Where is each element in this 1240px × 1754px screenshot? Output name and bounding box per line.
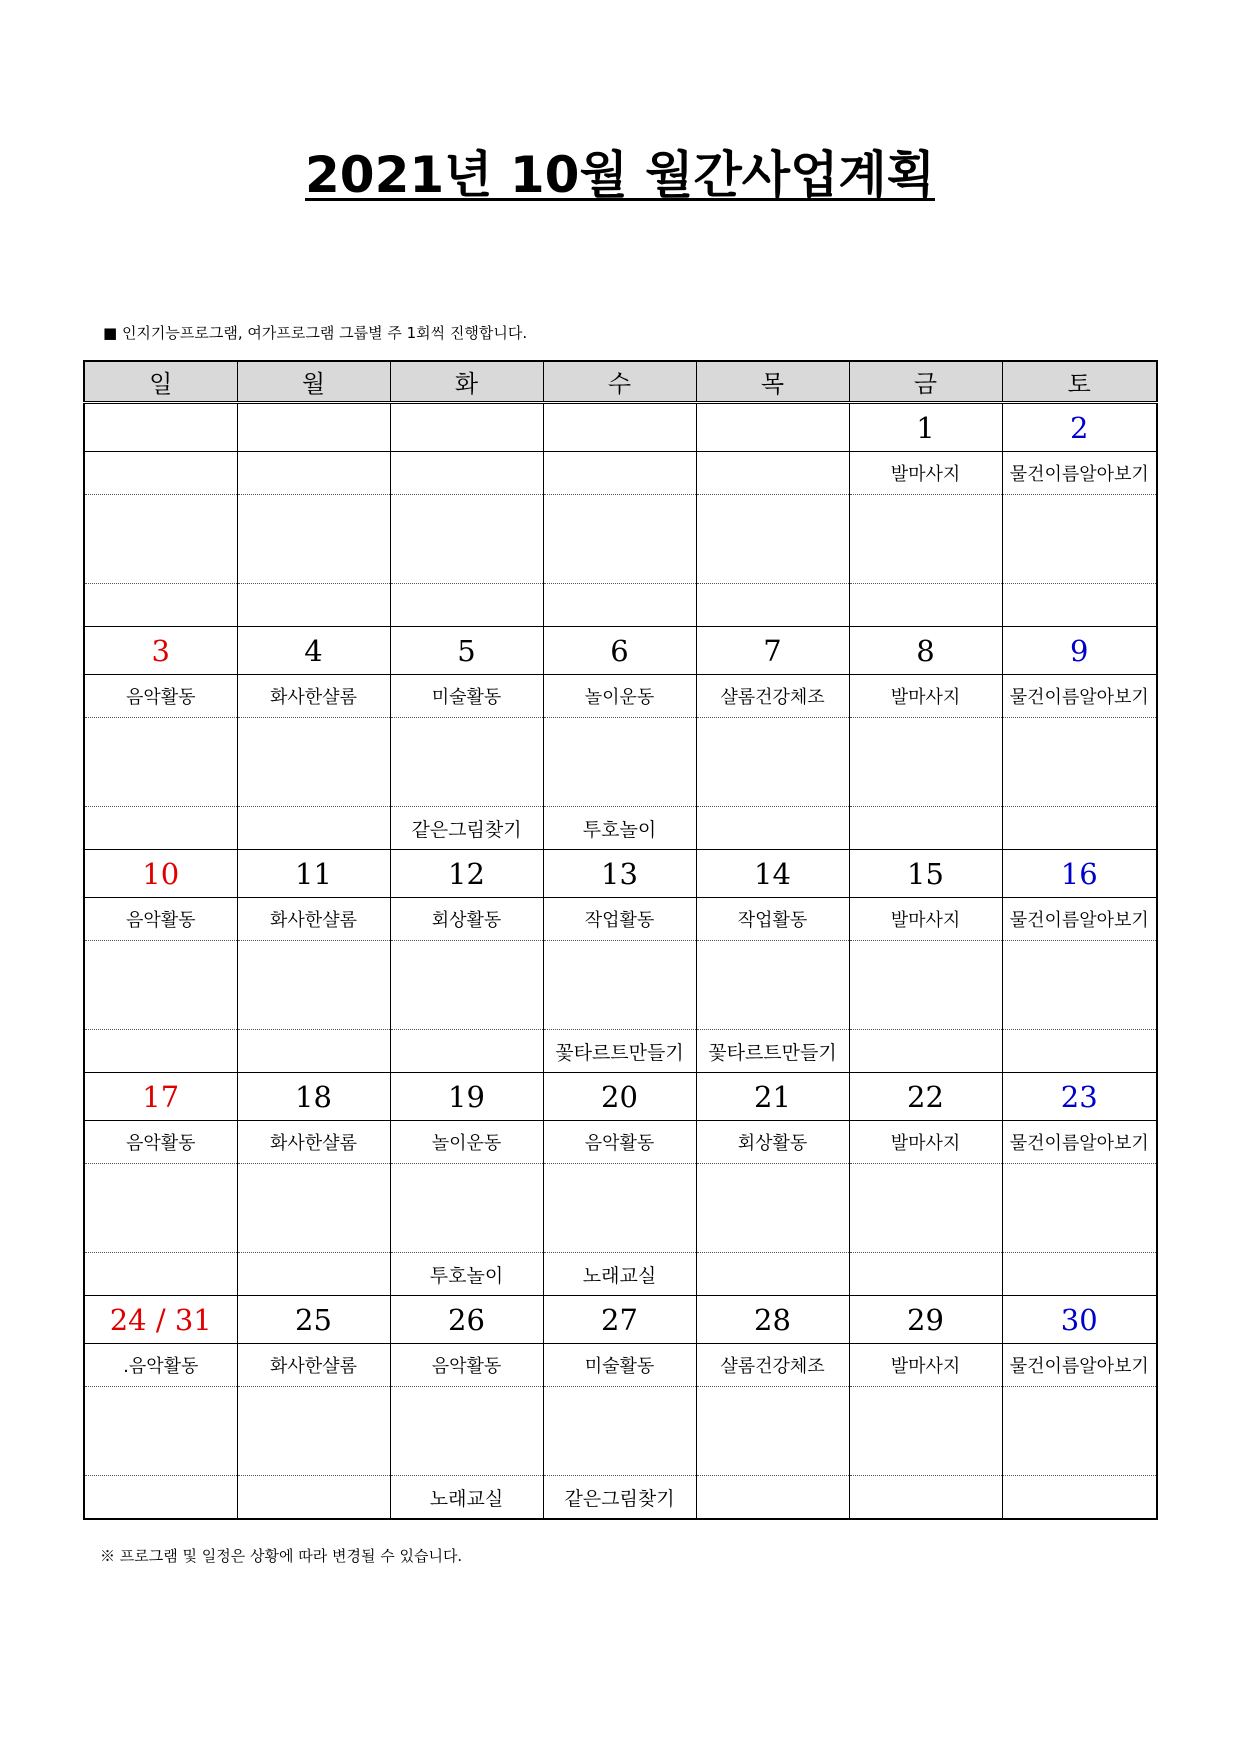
day-number: 16 bbox=[1002, 850, 1157, 898]
day-activity: 물건이름알아보기 bbox=[1002, 1121, 1157, 1164]
day-number: 3 bbox=[84, 627, 237, 675]
top-note: ■ 인지기능프로그램, 여가프로그램 그룹별 주 1회씩 진행합니다. bbox=[103, 324, 528, 342]
day-number: 1 bbox=[849, 403, 1002, 452]
week-blank-row bbox=[84, 941, 1157, 1030]
day-number: 23 bbox=[1002, 1073, 1157, 1121]
day-activity: 화사한샬롬 bbox=[237, 1121, 390, 1164]
bottom-note: ※ 프로그램 및 일정은 상황에 따라 변경될 수 있습니다. bbox=[100, 1547, 463, 1565]
day-number: 11 bbox=[237, 850, 390, 898]
day-blank-cell bbox=[84, 495, 237, 584]
day-blank-cell bbox=[849, 718, 1002, 807]
day-activity: 발마사지 bbox=[849, 1121, 1002, 1164]
day-blank-cell bbox=[849, 1164, 1002, 1253]
weekday-wed: 수 bbox=[543, 361, 696, 403]
day-blank-cell bbox=[237, 941, 390, 1030]
day-number bbox=[390, 403, 543, 452]
day-extra-activity bbox=[849, 1253, 1002, 1296]
day-number: 2 bbox=[1002, 403, 1157, 452]
day-extra-activity bbox=[84, 584, 237, 627]
day-number: 4 bbox=[237, 627, 390, 675]
week-activity-row bbox=[84, 452, 1157, 495]
day-blank-cell bbox=[237, 495, 390, 584]
weekday-sun: 일 bbox=[84, 361, 237, 403]
day-number: 18 bbox=[237, 1073, 390, 1121]
day-blank-cell bbox=[543, 1387, 696, 1476]
day-number: 19 bbox=[390, 1073, 543, 1121]
day-extra-activity bbox=[696, 584, 849, 627]
day-activity: 발마사지 bbox=[849, 1344, 1002, 1387]
day-extra-activity bbox=[237, 1476, 390, 1520]
weekday-fri: 금 bbox=[849, 361, 1002, 403]
day-activity: 화사한샬롬 bbox=[237, 675, 390, 718]
day-activity: 음악활동 bbox=[543, 1121, 696, 1164]
day-number: 15 bbox=[849, 850, 1002, 898]
day-blank-cell bbox=[84, 1164, 237, 1253]
day-activity: 발마사지 bbox=[849, 452, 1002, 495]
day-extra-activity bbox=[390, 1030, 543, 1073]
day-blank-cell bbox=[543, 718, 696, 807]
day-extra-activity bbox=[543, 584, 696, 627]
day-extra-activity: 같은그림찾기 bbox=[390, 807, 543, 850]
week-extra-row bbox=[84, 1476, 1157, 1520]
day-blank-cell bbox=[1002, 1164, 1157, 1253]
page-title bbox=[0, 146, 1240, 204]
day-extra-activity bbox=[849, 584, 1002, 627]
day-activity: 발마사지 bbox=[849, 898, 1002, 941]
day-blank-cell bbox=[696, 941, 849, 1030]
day-blank-cell bbox=[1002, 941, 1157, 1030]
day-blank-cell bbox=[237, 1387, 390, 1476]
day-number: 13 bbox=[543, 850, 696, 898]
day-activity bbox=[237, 452, 390, 495]
day-activity: 놀이운동 bbox=[390, 1121, 543, 1164]
day-blank-cell bbox=[543, 941, 696, 1030]
day-blank-cell bbox=[696, 718, 849, 807]
day-extra-activity: 노래교실 bbox=[543, 1253, 696, 1296]
week-date-row bbox=[84, 627, 1157, 675]
day-activity: 물건이름알아보기 bbox=[1002, 452, 1157, 495]
day-activity bbox=[84, 452, 237, 495]
day-number: 9 bbox=[1002, 627, 1157, 675]
day-extra-activity: 같은그림찾기 bbox=[543, 1476, 696, 1520]
day-number: 27 bbox=[543, 1296, 696, 1344]
day-activity: 놀이운동 bbox=[543, 675, 696, 718]
day-blank-cell bbox=[1002, 718, 1157, 807]
weekday-mon: 월 bbox=[237, 361, 390, 403]
day-blank-cell bbox=[390, 1387, 543, 1476]
day-blank-cell bbox=[390, 941, 543, 1030]
day-activity: .음악활동 bbox=[84, 1344, 237, 1387]
day-extra-activity bbox=[696, 1253, 849, 1296]
day-activity: 샬롬건강체조 bbox=[696, 675, 849, 718]
day-activity: 음악활동 bbox=[390, 1344, 543, 1387]
day-extra-activity bbox=[1002, 807, 1157, 850]
week-date-row bbox=[84, 1296, 1157, 1344]
day-number: 29 bbox=[849, 1296, 1002, 1344]
day-blank-cell bbox=[1002, 495, 1157, 584]
day-number: 7 bbox=[696, 627, 849, 675]
day-blank-cell bbox=[1002, 1387, 1157, 1476]
day-blank-cell bbox=[696, 495, 849, 584]
week-activity-row bbox=[84, 898, 1157, 941]
day-number: 17 bbox=[84, 1073, 237, 1121]
day-extra-activity bbox=[84, 1253, 237, 1296]
day-number: 21 bbox=[696, 1073, 849, 1121]
page-title-text: 2021년 10월 월간사업계획 bbox=[305, 146, 935, 204]
day-blank-cell bbox=[390, 718, 543, 807]
day-extra-activity bbox=[696, 807, 849, 850]
day-activity: 회상활동 bbox=[696, 1121, 849, 1164]
day-extra-activity bbox=[849, 1476, 1002, 1520]
day-extra-activity bbox=[84, 807, 237, 850]
day-extra-activity bbox=[390, 584, 543, 627]
day-number bbox=[543, 403, 696, 452]
day-extra-activity: 투호놀이 bbox=[543, 807, 696, 850]
weekday-sat: 토 bbox=[1002, 361, 1157, 403]
day-activity bbox=[696, 452, 849, 495]
day-blank-cell bbox=[543, 495, 696, 584]
day-number: 5 bbox=[390, 627, 543, 675]
week-blank-row bbox=[84, 495, 1157, 584]
day-extra-activity bbox=[1002, 1253, 1157, 1296]
day-activity: 작업활동 bbox=[696, 898, 849, 941]
day-extra-activity: 꽃타르트만들기 bbox=[696, 1030, 849, 1073]
day-number bbox=[237, 403, 390, 452]
day-activity: 발마사지 bbox=[849, 675, 1002, 718]
day-extra-activity bbox=[84, 1476, 237, 1520]
day-blank-cell bbox=[390, 495, 543, 584]
week-extra-row bbox=[84, 1030, 1157, 1073]
day-number: 25 bbox=[237, 1296, 390, 1344]
day-activity: 물건이름알아보기 bbox=[1002, 898, 1157, 941]
day-extra-activity bbox=[1002, 1030, 1157, 1073]
day-activity bbox=[543, 452, 696, 495]
day-extra-activity bbox=[696, 1476, 849, 1520]
weekday-thu: 목 bbox=[696, 361, 849, 403]
day-activity: 물건이름알아보기 bbox=[1002, 675, 1157, 718]
day-extra-activity bbox=[84, 1030, 237, 1073]
day-blank-cell bbox=[237, 1164, 390, 1253]
day-activity: 물건이름알아보기 bbox=[1002, 1344, 1157, 1387]
day-extra-activity bbox=[237, 584, 390, 627]
day-activity: 미술활동 bbox=[543, 1344, 696, 1387]
day-activity: 샬롬건강체조 bbox=[696, 1344, 849, 1387]
day-number: 8 bbox=[849, 627, 1002, 675]
day-number: 24 / 31 bbox=[84, 1296, 237, 1344]
day-blank-cell bbox=[237, 718, 390, 807]
day-blank-cell bbox=[849, 941, 1002, 1030]
day-extra-activity bbox=[237, 807, 390, 850]
calendar-body bbox=[84, 403, 1157, 1520]
day-extra-activity: 노래교실 bbox=[390, 1476, 543, 1520]
day-blank-cell bbox=[696, 1387, 849, 1476]
week-extra-row bbox=[84, 584, 1157, 627]
day-activity: 회상활동 bbox=[390, 898, 543, 941]
day-number: 14 bbox=[696, 850, 849, 898]
week-activity-row bbox=[84, 1121, 1157, 1164]
day-number: 20 bbox=[543, 1073, 696, 1121]
day-number: 6 bbox=[543, 627, 696, 675]
day-extra-activity bbox=[849, 807, 1002, 850]
day-number: 30 bbox=[1002, 1296, 1157, 1344]
day-blank-cell bbox=[849, 1387, 1002, 1476]
day-blank-cell bbox=[84, 941, 237, 1030]
week-extra-row bbox=[84, 807, 1157, 850]
calendar-table bbox=[83, 360, 1158, 1520]
day-number: 28 bbox=[696, 1296, 849, 1344]
week-date-row bbox=[84, 403, 1157, 452]
week-blank-row bbox=[84, 1387, 1157, 1476]
day-number: 12 bbox=[390, 850, 543, 898]
day-blank-cell bbox=[696, 1164, 849, 1253]
day-number bbox=[696, 403, 849, 452]
day-number bbox=[84, 403, 237, 452]
week-blank-row bbox=[84, 718, 1157, 807]
day-blank-cell bbox=[84, 718, 237, 807]
day-activity bbox=[390, 452, 543, 495]
day-blank-cell bbox=[390, 1164, 543, 1253]
day-extra-activity bbox=[237, 1030, 390, 1073]
week-date-row bbox=[84, 1073, 1157, 1121]
day-number: 10 bbox=[84, 850, 237, 898]
day-number: 22 bbox=[849, 1073, 1002, 1121]
day-activity: 음악활동 bbox=[84, 898, 237, 941]
day-activity: 작업활동 bbox=[543, 898, 696, 941]
weekday-tue: 화 bbox=[390, 361, 543, 403]
day-extra-activity bbox=[237, 1253, 390, 1296]
day-activity: 음악활동 bbox=[84, 675, 237, 718]
day-blank-cell bbox=[84, 1387, 237, 1476]
day-extra-activity bbox=[1002, 1476, 1157, 1520]
week-activity-row bbox=[84, 1344, 1157, 1387]
week-activity-row bbox=[84, 675, 1157, 718]
day-activity: 화사한샬롬 bbox=[237, 1344, 390, 1387]
weekday-header-row bbox=[84, 361, 1157, 403]
day-activity: 화사한샬롬 bbox=[237, 898, 390, 941]
day-extra-activity bbox=[1002, 584, 1157, 627]
day-extra-activity bbox=[849, 1030, 1002, 1073]
week-date-row bbox=[84, 850, 1157, 898]
day-activity: 음악활동 bbox=[84, 1121, 237, 1164]
day-activity: 미술활동 bbox=[390, 675, 543, 718]
day-extra-activity: 투호놀이 bbox=[390, 1253, 543, 1296]
day-extra-activity: 꽃타르트만들기 bbox=[543, 1030, 696, 1073]
week-extra-row bbox=[84, 1253, 1157, 1296]
week-blank-row bbox=[84, 1164, 1157, 1253]
day-blank-cell bbox=[849, 495, 1002, 584]
day-number: 26 bbox=[390, 1296, 543, 1344]
day-blank-cell bbox=[543, 1164, 696, 1253]
